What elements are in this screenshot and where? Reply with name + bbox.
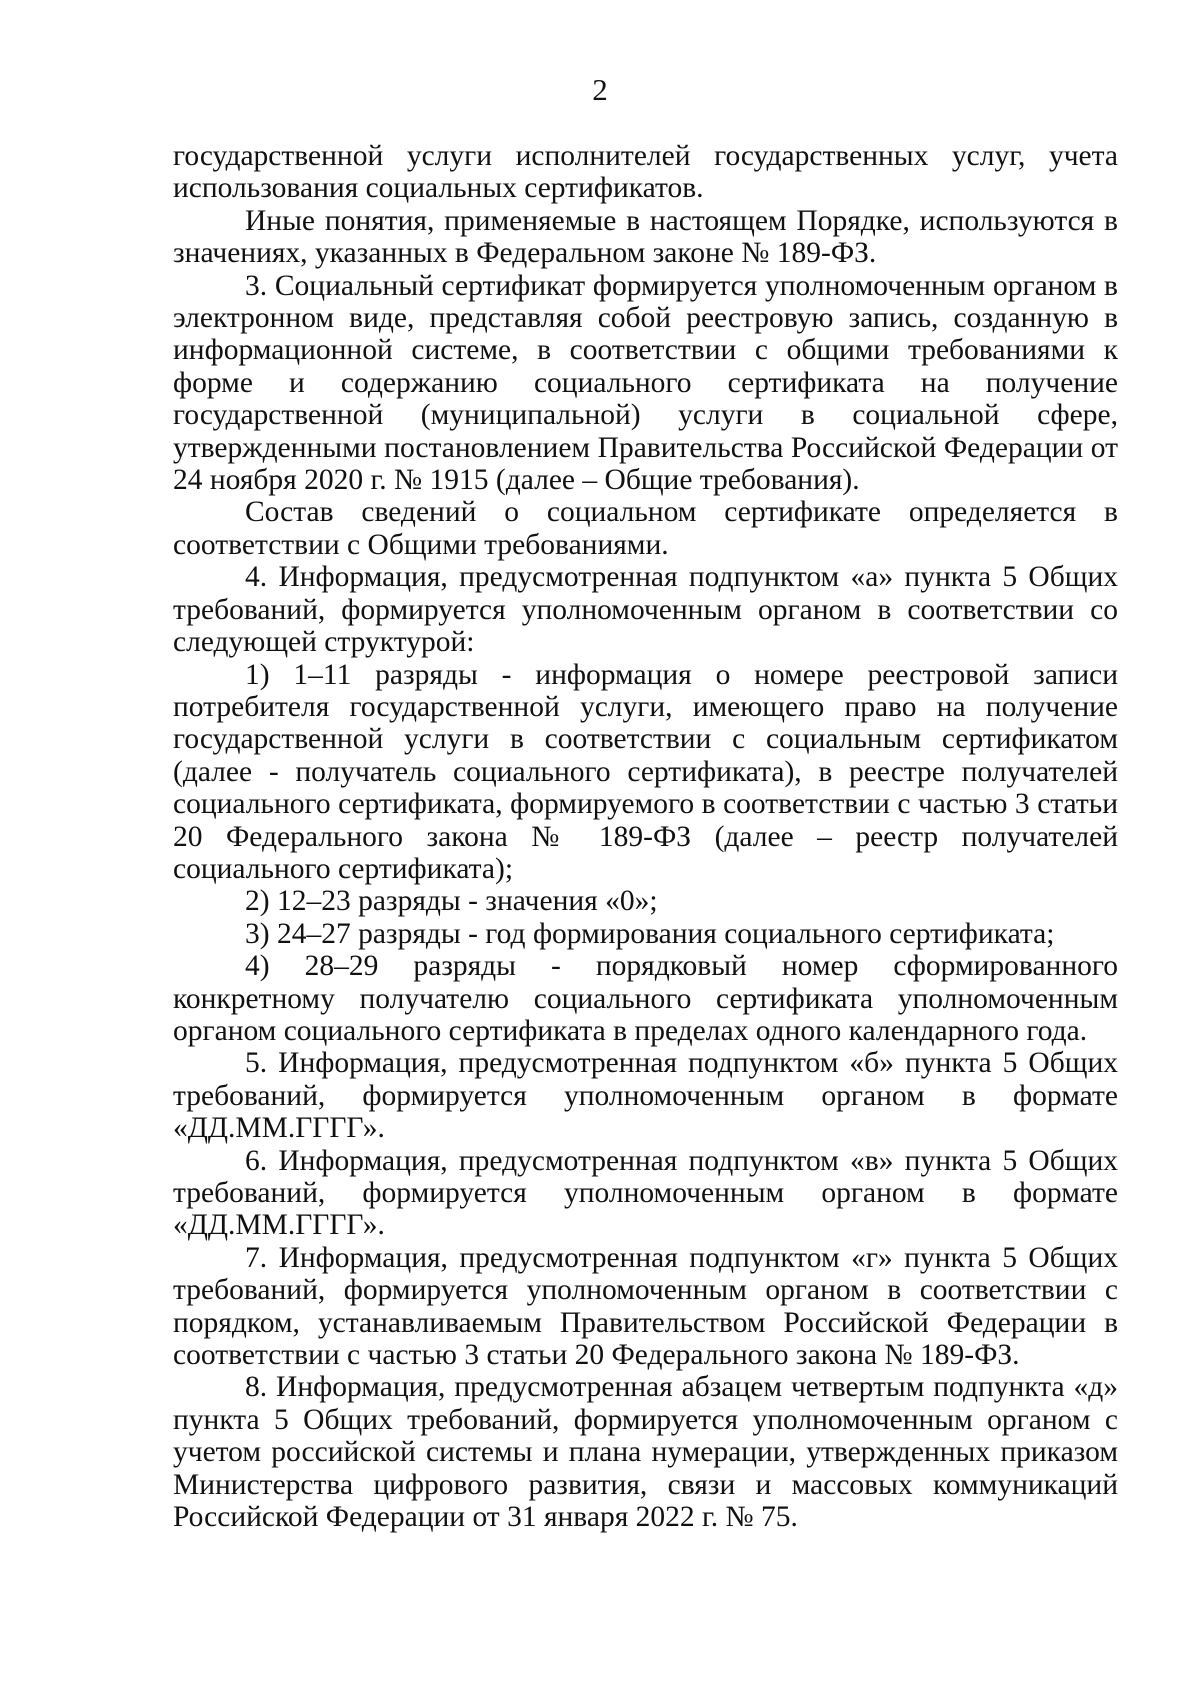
page-number: 2 [592, 72, 608, 107]
list-item-digits-12-23: 2) 12–23 разряды - значения «0»; [245, 885, 658, 918]
paragraph-item-3: 3. Социальный сертификат формируется уполномоченным органом в электронном виде, представляя собой реестровую запись, созданную в информационной системе, в соответствии с общими требованиями к форме и содержанию социального сертификата на получение государственной (муниципальной) услуги в социальной сфере, утвержденными постановлением Правительства Российской Федерации от 24 ноября 2020 г. № 1915 (далее – Общие требования). [173, 269, 1118, 497]
paragraph-item-8: 8. Информация, предусмотренная абзацем четвертым подпункта «д» пункта 5 Общих требований, формируется уполномоченным органом с учетом российской системы и плана нумерации, утвержденных приказом Министерства цифрового развития, связи и массовых коммуникаций Российской Федерации от 31 января 2022 г. № 75. [173, 1371, 1118, 1534]
document-body [173, 140, 1118, 1533]
list-item-digits-28-29: 4) 28–29 разряды - порядковый номер сформированного конкретному получателю социального сертификата уполномоченным органом социального сертификата в пределах одного календарного года. [173, 950, 1118, 1047]
paragraph-item-6: 6. Информация, предусмотренная подпунктом «в» пункта 5 Общих требований, формируется уполномоченным органом в формате «ДД.ММ.ГГГГ». [173, 1144, 1118, 1242]
list-item-digits-24-27: 3) 24–27 разряды - год формирования социального сертификата; [245, 917, 1055, 950]
paragraph-certificate-contents: Состав сведений о социальном сертификате определяется в соответствии с Общими требованиями. [173, 496, 1118, 561]
paragraph-item-5: 5. Информация, предусмотренная подпунктом «б» пункта 5 Общих требований, формируется уполномоченным органом в формате «ДД.ММ.ГГГГ». [173, 1047, 1118, 1145]
paragraph-item-4: 4. Информация, предусмотренная подпунктом «а» пункта 5 Общих требований, формируется уполномоченным органом в соответствии со следующей структурой: [173, 561, 1118, 659]
list-item-digits-1-11: 1) 1–11 разряды - информация о номере реестровой записи потребителя государственной услуги, имеющего право на получение государственной услуги в соответствии с социальным сертификатом (далее - получатель социального сертификата), в реестре получателей социального сертификата, формируемого в соответствии с частью 3 статьи 20 Федерального закона № 189-ФЗ (далее – реестр получателей социального сертификата); [173, 658, 1118, 885]
paragraph-continuation: государственной услуги исполнителей государственных услуг, учета использования социальных сертификатов. [173, 140, 1118, 205]
paragraph-item-7: 7. Информация, предусмотренная подпунктом «г» пункта 5 Общих требований, формируется уполномоченным органом в соответствии с порядком, устанавливаемым Правительством Российской Федерации в соответствии с частью 3 статьи 20 Федерального закона № 189-ФЗ. [173, 1241, 1118, 1372]
paragraph-other-terms: Иные понятия, применяемые в настоящем Порядке, используются в значениях, указанных в Федеральном законе № 189-ФЗ. [173, 204, 1118, 270]
